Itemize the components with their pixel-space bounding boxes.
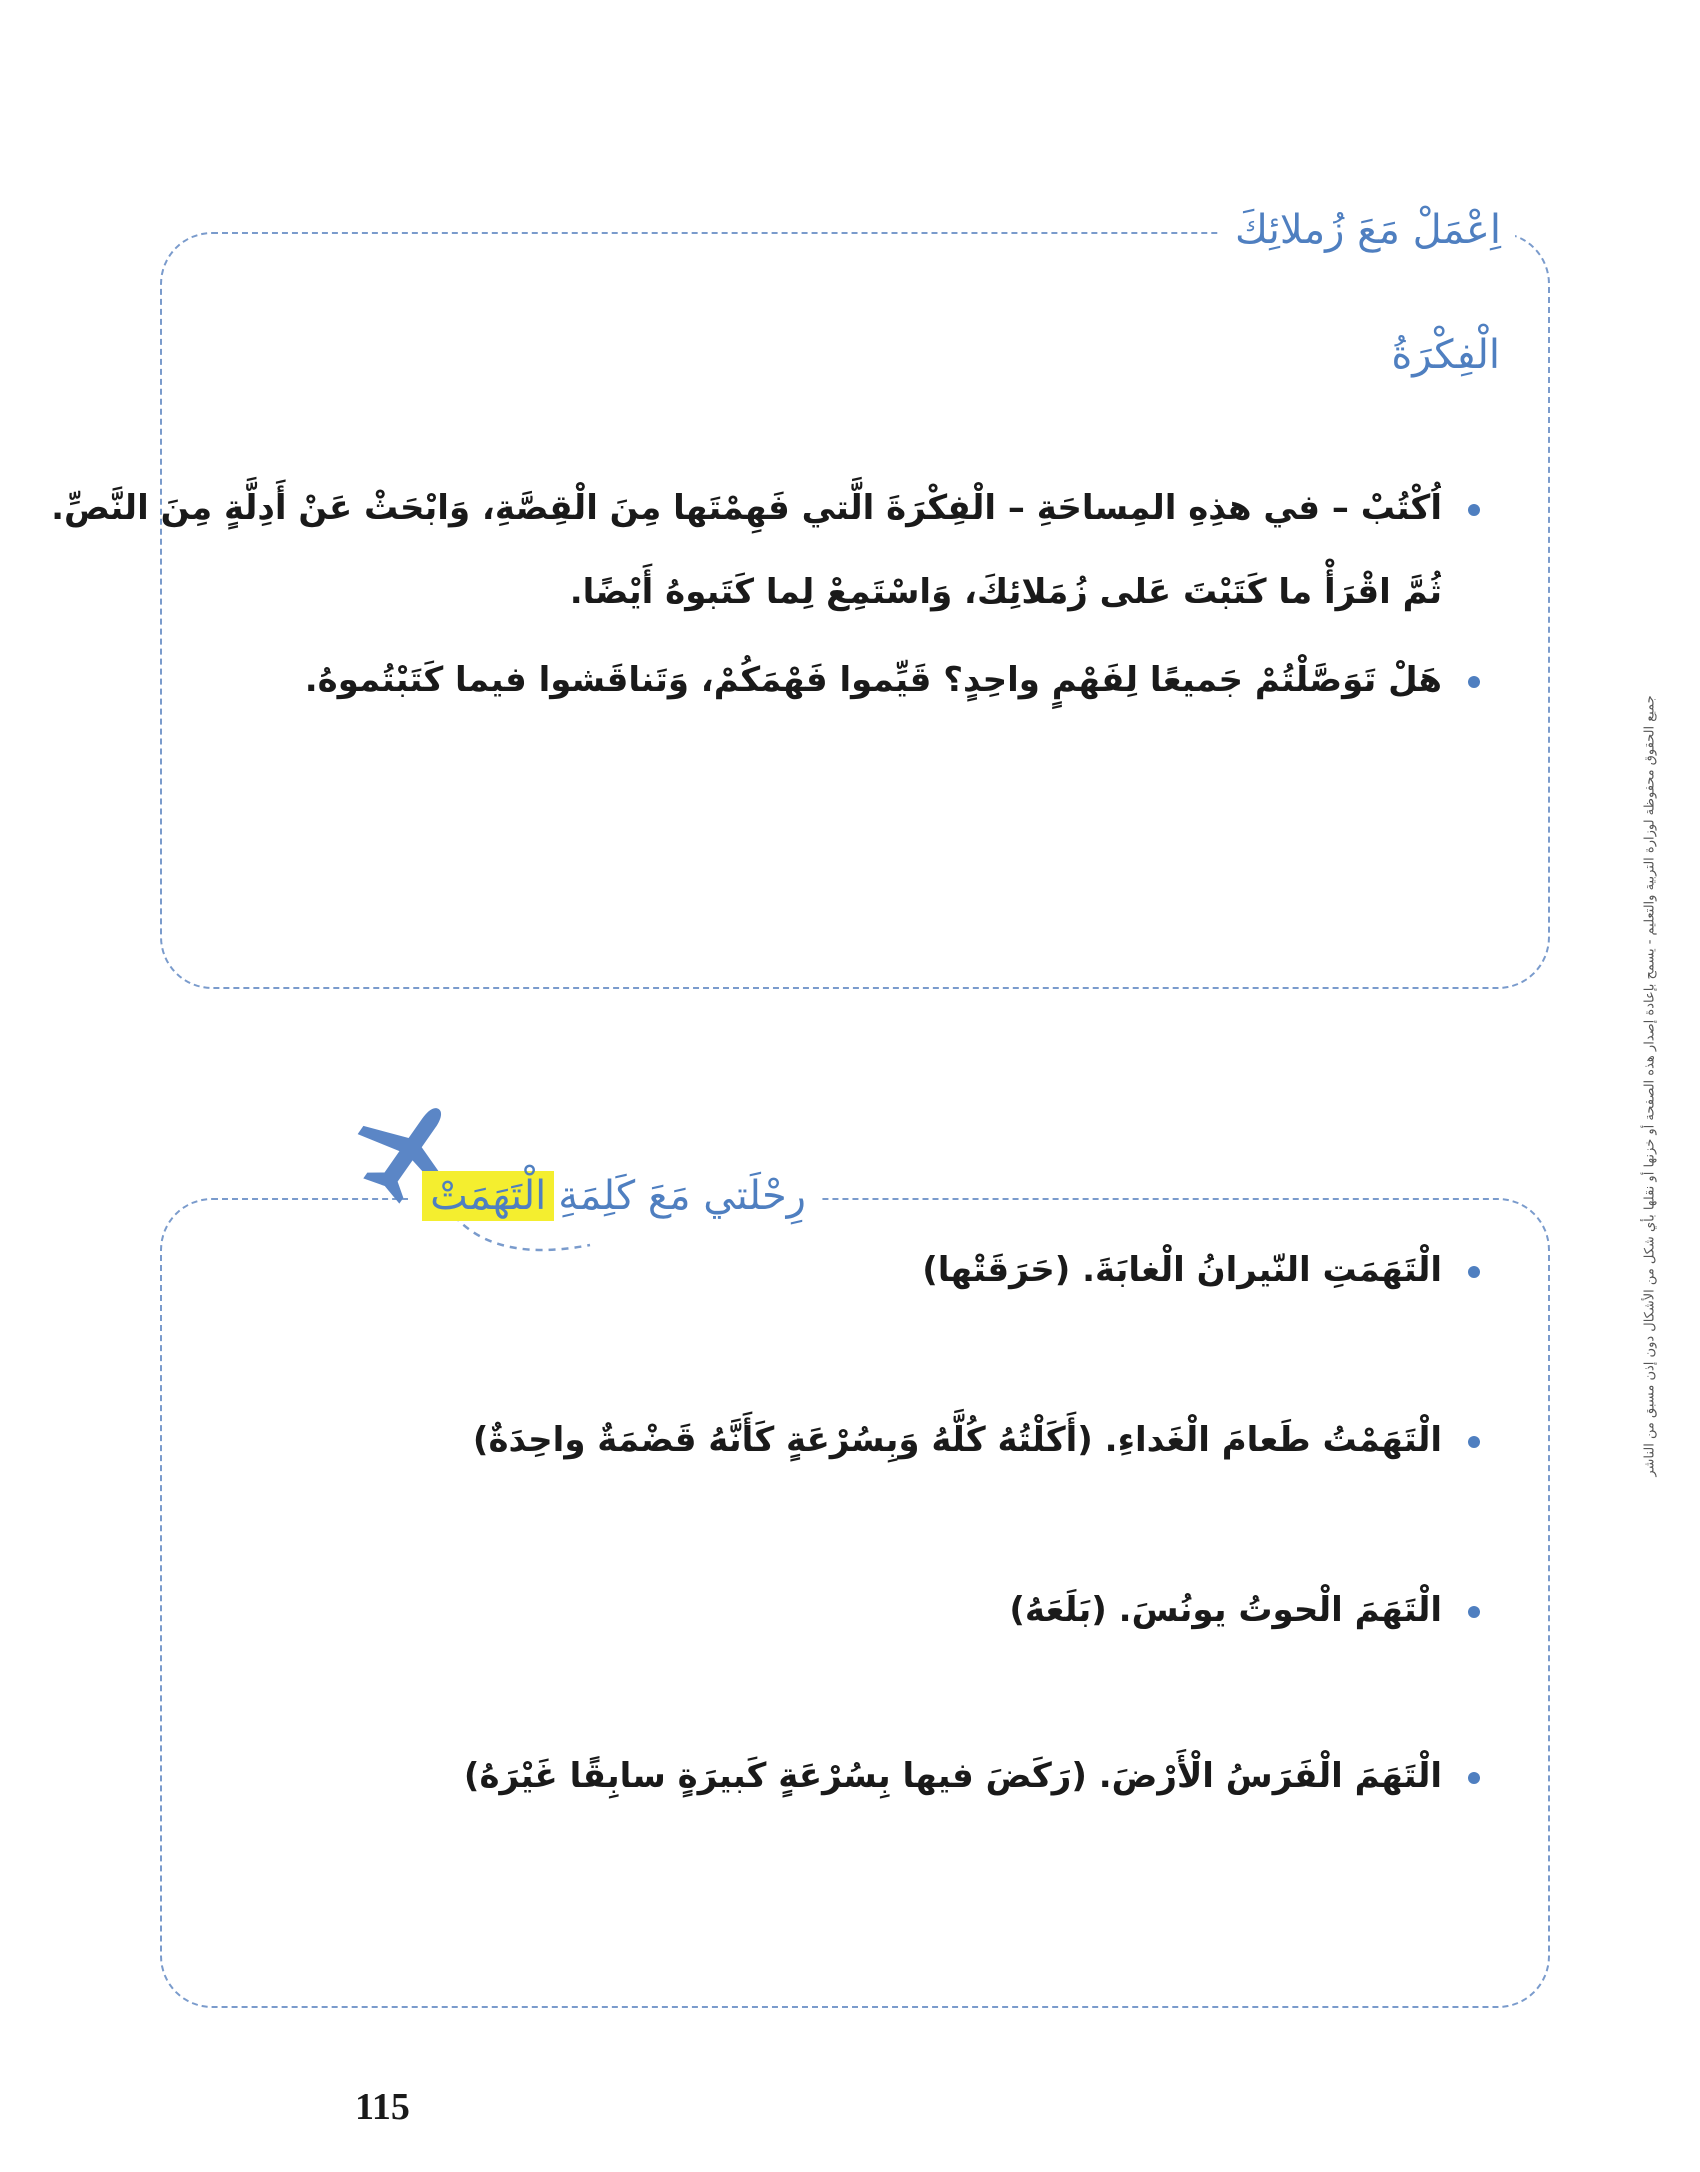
bullet-dot-icon — [1468, 1266, 1480, 1278]
page-number: 115 — [355, 2086, 410, 2128]
bullet-dot-icon — [1468, 676, 1480, 688]
word-example-3 — [1009, 1588, 1480, 1632]
idea-bullet-1-continuation: ثُمَّ اقْرَأْ ما كَتَبْتَ عَلى زُمَلائِكَ، وَاسْتَمِعْ لِما كَتَبوهُ أَيْضًا. — [569, 572, 1442, 612]
work-with-colleagues-title: اِعْمَلْ مَعَ زُملائِكَ — [1221, 206, 1515, 254]
word-example-2 — [473, 1418, 1480, 1462]
word-example-1-text: الْتَهَمَتِ النّيرانُ الْغابَةَ. (حَرَقَتْها) — [922, 1250, 1442, 1290]
idea-bullet-1 — [51, 486, 1480, 530]
copyright-side-note: جميع الحقوق محفوظة لوزارة التربية والتعليم - يسمح بإعادة إصدار هذه الصفحة أو خزنها أو نقلها بأي شكل من الأشكال دون إذن مسبق من الناشر — [1642, 695, 1658, 1477]
bullet-dot-icon — [1468, 1606, 1480, 1618]
idea-bullet-2 — [305, 658, 1480, 702]
word-example-1 — [922, 1248, 1480, 1292]
bullet-dot-icon — [1468, 504, 1480, 516]
word-example-4 — [464, 1754, 1480, 1798]
highlighted-word: الْتَهَمَتْ — [422, 1171, 554, 1221]
word-example-2-text: الْتَهَمْتُ طَعامَ الْغَداءِ. (أَكَلْتُهُ كُلَّهُ وَبِسُرْعَةٍ كَأَنَّهُ قَضْمَةٌ واحِدَةٌ) — [472, 1420, 1442, 1460]
word-example-3-text: الْتَهَمَ الْحوتُ يونُسَ. (بَلَعَهُ) — [1009, 1590, 1442, 1630]
idea-subheading: الْفِكْرَةُ — [1391, 332, 1500, 378]
word-journey-title — [408, 1172, 820, 1220]
idea-bullet-2-text: هَلْ تَوَصَّلْتُمْ جَميعًا لِفَهْمٍ واحِدٍ؟ قَيِّموا فَهْمَكُمْ، وَتَناقَشوا فيما كَتَبْتُموهُ. — [304, 660, 1442, 700]
bullet-dot-icon — [1468, 1436, 1480, 1448]
bullet-dot-icon — [1468, 1772, 1480, 1784]
idea-bullet-1-text: اُكْتُبْ – في هذِهِ المِساحَةِ – الْفِكْرَةَ الَّتي فَهِمْتَها مِنَ الْقِصَّةِ، وَابْحَثْ عَنْ أَدِلَّةٍ مِنَ النَّصِّ. — [51, 488, 1442, 528]
word-example-4-text: الْتَهَمَ الْفَرَسُ الْأَرْضَ. (رَكَضَ فيها بِسُرْعَةٍ كَبيرَةٍ سابِقًا غَيْرَهُ) — [463, 1756, 1442, 1796]
word-journey-title-prefix: رِحْلَتي مَعَ كَلِمَةِ — [558, 1173, 806, 1219]
